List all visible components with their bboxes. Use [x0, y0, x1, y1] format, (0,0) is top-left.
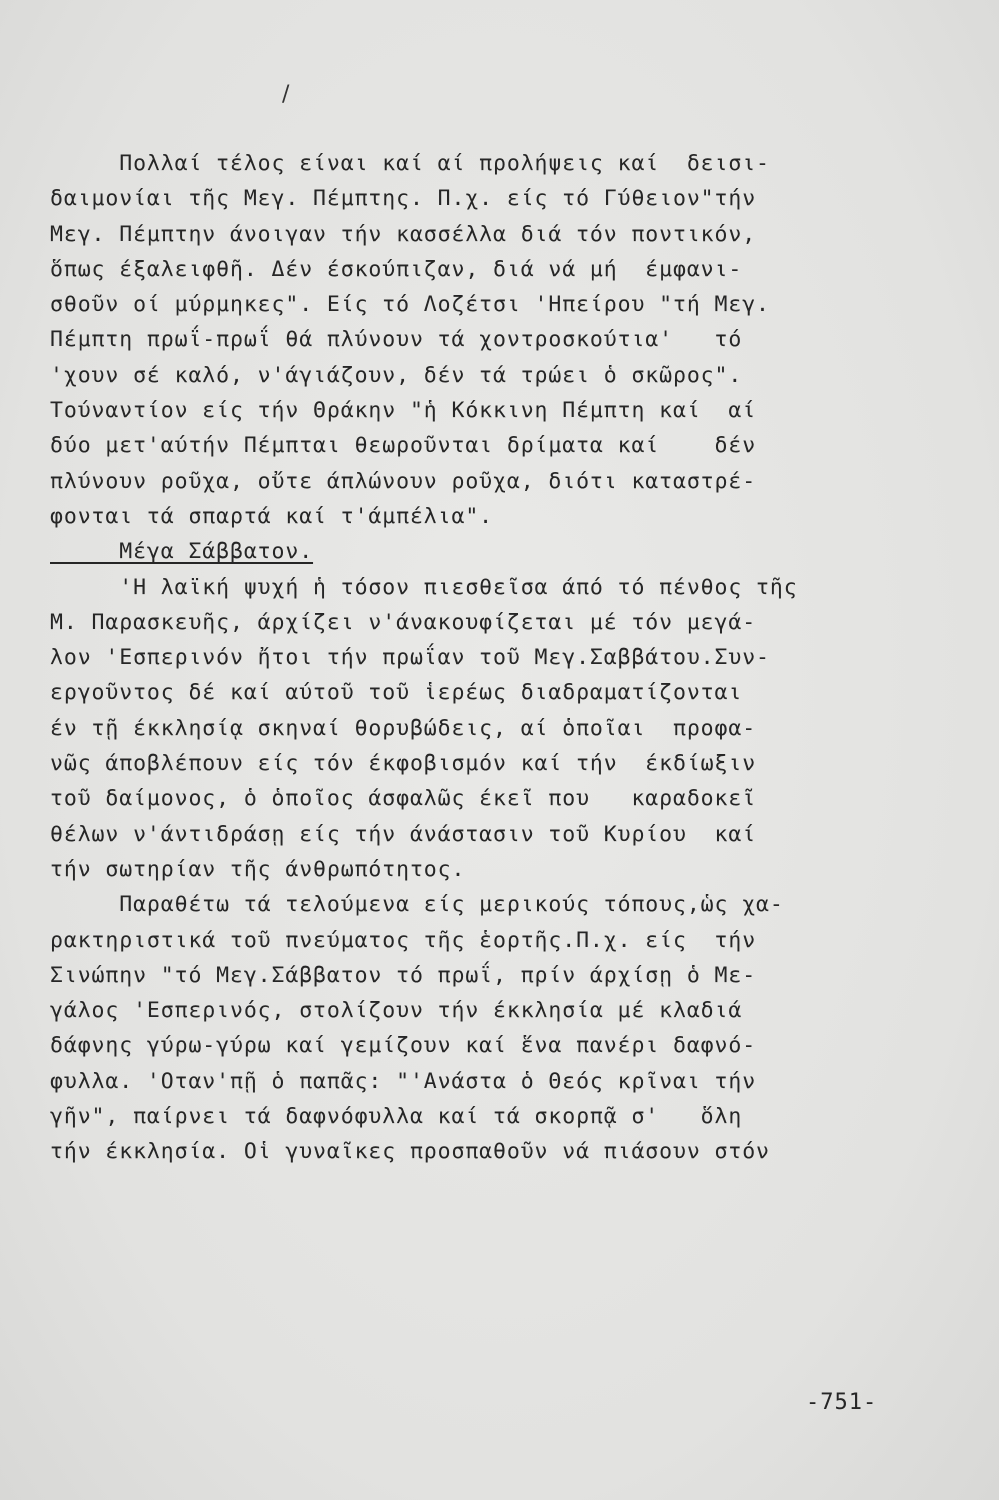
section-heading: Μέγα Σάββατον. — [50, 539, 314, 565]
text-line: λον 'Εσπερινόν ἤτοι τήν πρωΐαν τοῦ Μεγ.Σαββάτου.Συν- — [50, 645, 770, 671]
text-line: 'χουν σέ καλό, ν'άγιάζουν, δέν τά τρώει ὁ σκῶρος". — [50, 362, 743, 388]
text-line: τοῦ δαίμονος, ὁ ὁποῖος άσφαλῶς έκεῖ που καραδοκεῖ — [50, 786, 757, 812]
text-line: ὅπως έξαλειφθῆ. Δέν έσκούπιζαν, διά νά μή έμφανι- — [50, 256, 743, 282]
text-line: δύο μετ'αύτήν Πέμπται θεωροῦνται δρίματα καί δέν — [50, 433, 757, 459]
text-line: 'Η λαϊκή ψυχή ἡ τόσον πιεσθεῖσα άπό τό πένθος τῆς — [50, 574, 798, 600]
text-line: σθοῦν οί μύρμηκες". Είς τό Λοζέτσι 'Ηπείρου "τή Μεγ. — [50, 292, 770, 318]
text-line: Πέμπτη πρωΐ-πρωΐ θά πλύνουν τά χοντροσκούτια' τό — [50, 327, 743, 353]
text-line: δάφνης γύρω-γύρω καί γεμίζουν καί ἕνα πανέρι δαφνό- — [50, 1033, 757, 1059]
text-line: νῶς άποβλέπουν είς τόν έκφοβισμόν καί τήν έκδίωξιν — [50, 751, 757, 777]
text-line: δαιμονίαι τῆς Μεγ. Πέμπτης. Π.χ. είς τό Γύθειον"τήν — [50, 186, 757, 212]
page-number: -751- — [806, 1390, 878, 1415]
margin-mark: / — [282, 82, 290, 107]
text-line: ρακτηριστικά τοῦ πνεύματος τῆς ἑορτῆς.Π.χ. είς τήν — [50, 927, 757, 953]
text-line: τήν έκκλησία. Οἱ γυναῖκες προσπαθοῦν νά πιάσουν στόν — [50, 1139, 770, 1165]
text-line: φονται τά σπαρτά καί τ'άμπέλια". — [50, 503, 494, 529]
text-line: γάλος 'Εσπερινός, στολίζουν τήν έκκλησία μέ κλαδιά — [50, 998, 743, 1024]
text-line: πλύνουν ροῦχα, οὔτε άπλώνουν ροῦχα, διότι καταστρέ- — [50, 468, 757, 494]
text-line: γῆν", παίρνει τά δαφνόφυλλα καί τά σκορπᾷ σ' ὅλη — [50, 1104, 743, 1130]
text-line: εργοῦντος δέ καί αύτοῦ τοῦ ἱερέως διαδραματίζονται — [50, 680, 743, 706]
text-line: θέλων ν'άντιδράσῃ είς τήν άνάστασιν τοῦ Κυρίου καί — [50, 821, 757, 847]
typewritten-text-block — [50, 146, 910, 1170]
text-line: τήν σωτηρίαν τῆς άνθρωπότητος. — [50, 856, 466, 882]
text-line: Μ. Παρασκευῆς, άρχίζει ν'άνακουφίζεται μέ τόν μεγά- — [50, 609, 757, 635]
text-line: Πολλαί τέλος είναι καί αί προλήψεις καί δεισι- — [50, 151, 770, 176]
text-line: Μεγ. Πέμπτην άνοιγαν τήν κασσέλλα διά τόν ποντικόν, — [50, 221, 757, 247]
text-line: φυλλα. 'Οταν'πῇ ὁ παπᾶς: "'Ανάστα ὁ Θεός κρῖναι τήν — [50, 1068, 757, 1094]
text-line: έν τῇ έκκλησίᾳ σκηναί θορυβώδεις, αί ὁποῖαι προφα- — [50, 715, 757, 741]
text-line: Παραθέτω τά τελούμενα είς μερικούς τόπους,ὡς χα- — [50, 892, 784, 918]
text-line: Τούναντίον είς τήν Θράκην "ἡ Κόκκινη Πέμπτη καί αί — [50, 398, 757, 424]
text-line: Σινώπην "τό Μεγ.Σάββατον τό πρωΐ, πρίν άρχίσῃ ὁ Με- — [50, 962, 757, 988]
